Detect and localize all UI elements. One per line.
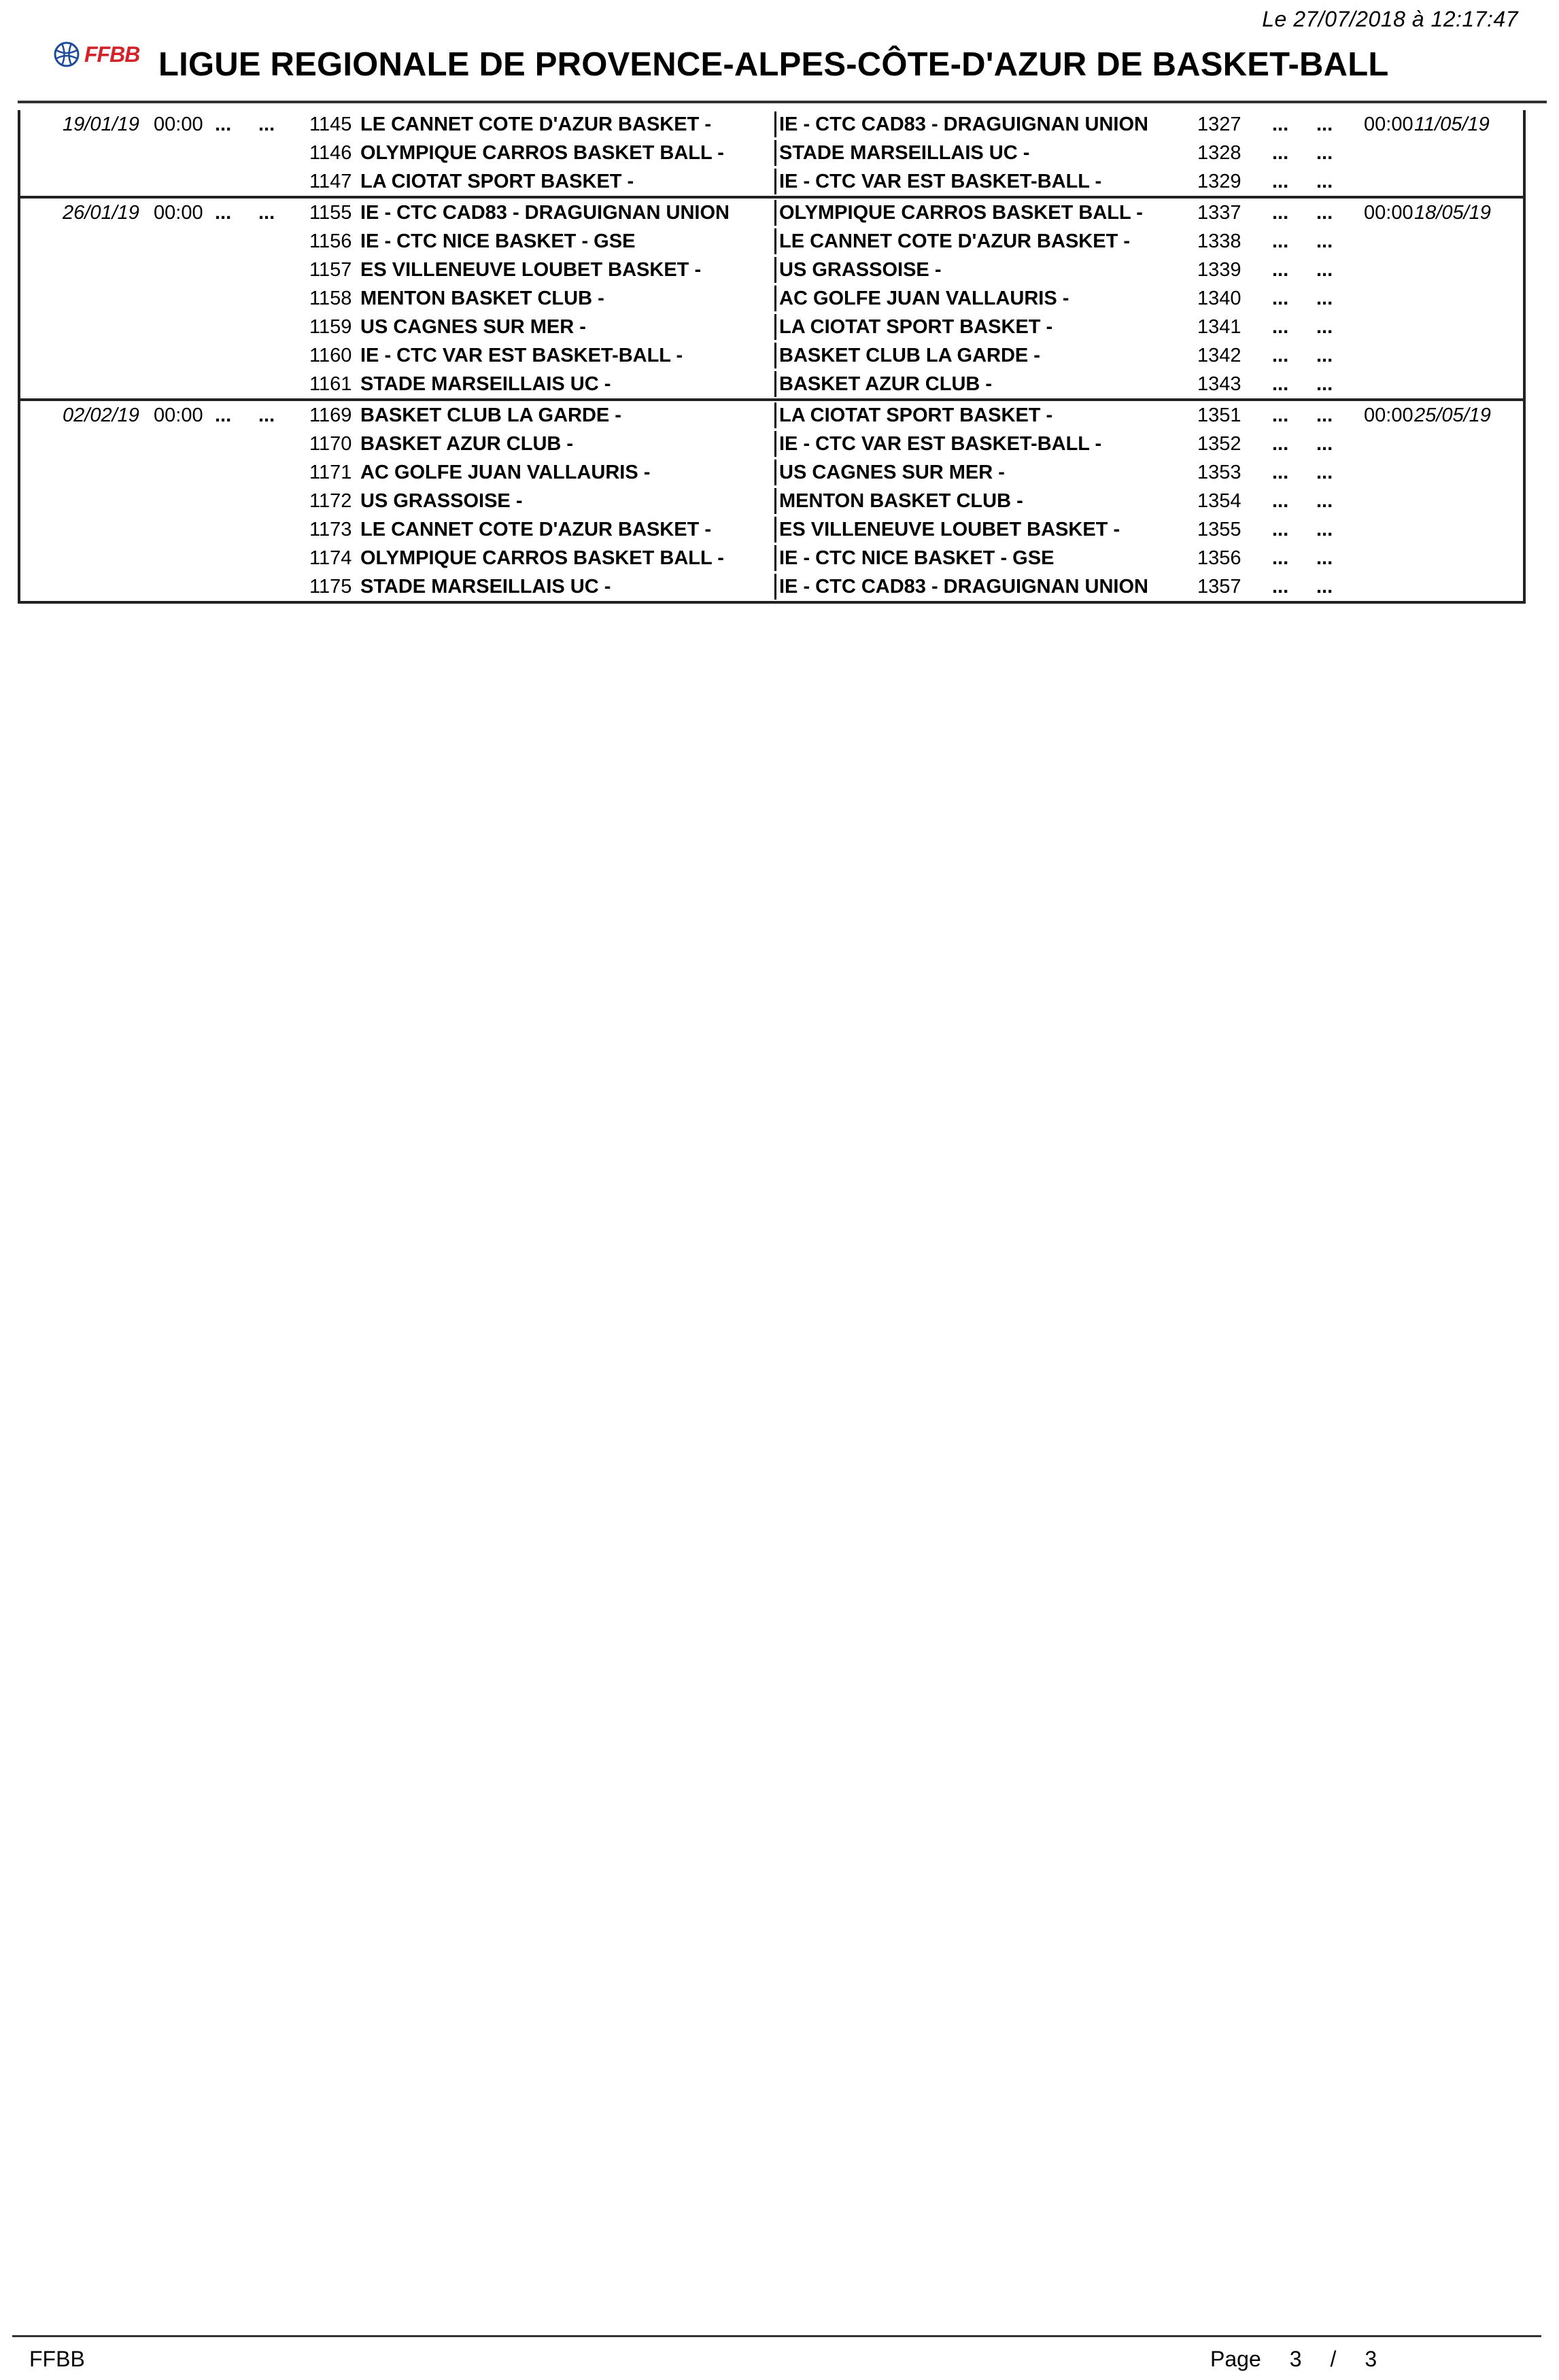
column-separator [774,169,776,194]
game-row [20,572,1523,601]
round-time: 00:00 [154,114,203,135]
game-row [20,458,1523,487]
placeholder-dots: ... [258,404,275,426]
placeholder-dots: ... [258,114,275,135]
away-team: BASKET AZUR CLUB - [779,373,993,395]
return-match-number: 1343 [1197,373,1241,395]
return-match-number: 1328 [1197,142,1241,164]
return-match-number: 1342 [1197,345,1241,366]
game-row [20,139,1523,167]
placeholder-dots: ... [1316,462,1333,483]
away-team: ES VILLENEUVE LOUBET BASKET - [779,519,1120,540]
game-row [20,167,1523,196]
return-time: 00:00 [1364,202,1414,224]
column-separator [774,286,776,311]
placeholder-dots: ... [1316,316,1333,338]
home-team: OLYMPIQUE CARROS BASKET BALL - [360,547,724,569]
placeholder-dots: ... [1272,490,1289,512]
game-row [20,487,1523,515]
placeholder-dots: ... [1316,519,1333,540]
away-team: IE - CTC CAD83 - DRAGUIGNAN UNION [779,114,1148,135]
away-team: IE - CTC VAR EST BASKET-BALL - [779,433,1102,455]
game-row [20,341,1523,370]
placeholder-dots: ... [1272,259,1289,281]
placeholder-dots: ... [1272,345,1289,366]
match-number: 1172 [309,490,352,512]
footer-organization: FFBB [29,2347,85,2371]
game-row [20,313,1523,341]
game-row [20,284,1523,313]
match-number: 1155 [309,202,352,224]
placeholder-dots: ... [215,404,232,426]
match-number: 1170 [309,433,352,455]
match-number: 1161 [309,373,352,395]
game-row [20,256,1523,284]
column-separator [774,111,776,137]
placeholder-dots: ... [1316,114,1333,135]
placeholder-dots: ... [1272,202,1289,224]
match-number: 1175 [309,576,352,598]
return-time: 00:00 [1364,114,1414,135]
away-team: US GRASSOISE - [779,259,942,281]
placeholder-dots: ... [1272,171,1289,192]
placeholder-dots: ... [1272,404,1289,426]
return-match-number: 1340 [1197,288,1241,309]
return-date: 11/05/19 [1414,114,1490,135]
return-date: 18/05/19 [1414,202,1491,224]
home-team: OLYMPIQUE CARROS BASKET BALL - [360,142,724,164]
match-number: 1159 [309,316,352,338]
game-row [20,370,1523,398]
away-team: AC GOLFE JUAN VALLAURIS - [779,288,1069,309]
placeholder-dots: ... [1272,288,1289,309]
home-team: IE - CTC NICE BASKET - GSE [360,230,636,252]
match-number: 1171 [309,462,352,483]
match-number: 1147 [309,171,352,192]
match-number: 1158 [309,288,352,309]
home-team: US CAGNES SUR MER - [360,316,586,338]
page-current: 3 [1289,2347,1302,2371]
page-separator: / [1330,2347,1337,2371]
home-team: IE - CTC CAD83 - DRAGUIGNAN UNION [360,202,730,224]
page-total: 3 [1365,2347,1377,2371]
placeholder-dots: ... [1316,373,1333,395]
match-number: 1169 [309,404,352,426]
column-separator [774,314,776,340]
home-team: STADE MARSEILLAIS UC - [360,576,611,598]
return-match-number: 1355 [1197,519,1241,540]
home-team: BASKET CLUB LA GARDE - [360,404,621,426]
placeholder-dots: ... [215,114,232,135]
home-team: MENTON BASKET CLUB - [360,288,604,309]
placeholder-dots: ... [1272,519,1289,540]
column-separator [774,200,776,226]
logo-text: FFBB [84,41,140,67]
placeholder-dots: ... [1272,433,1289,455]
placeholder-dots: ... [1272,547,1289,569]
match-number: 1173 [309,519,352,540]
column-separator [774,460,776,485]
match-number: 1174 [309,547,352,569]
basketball-icon [53,41,80,68]
column-separator [774,545,776,571]
placeholder-dots: ... [1272,114,1289,135]
placeholder-dots: ... [1316,230,1333,252]
return-match-number: 1327 [1197,114,1241,135]
home-team: LE CANNET COTE D'AZUR BASKET - [360,114,711,135]
home-team: LE CANNET COTE D'AZUR BASKET - [360,519,711,540]
home-team: LA CIOTAT SPORT BASKET - [360,171,634,192]
header-divider [18,101,1547,103]
placeholder-dots: ... [1272,373,1289,395]
placeholder-dots: ... [1316,433,1333,455]
placeholder-dots: ... [1272,576,1289,598]
column-separator [774,228,776,254]
home-team: STADE MARSEILLAIS UC - [360,373,611,395]
away-team: LA CIOTAT SPORT BASKET - [779,404,1053,426]
return-match-number: 1341 [1197,316,1241,338]
column-separator [774,371,776,397]
placeholder-dots: ... [1316,202,1333,224]
placeholder-dots: ... [1316,142,1333,164]
placeholder-dots: ... [1316,490,1333,512]
game-row [20,227,1523,256]
game-row [20,544,1523,572]
placeholder-dots: ... [1272,230,1289,252]
column-separator [774,402,776,428]
placeholder-dots: ... [258,202,275,224]
match-number: 1156 [309,230,352,252]
placeholder-dots: ... [1272,462,1289,483]
away-team: OLYMPIQUE CARROS BASKET BALL - [779,202,1143,224]
return-match-number: 1356 [1197,547,1241,569]
placeholder-dots: ... [1272,142,1289,164]
return-match-number: 1357 [1197,576,1241,598]
away-team: LE CANNET COTE D'AZUR BASKET - [779,230,1130,252]
return-match-number: 1338 [1197,230,1241,252]
home-team: BASKET AZUR CLUB - [360,433,574,455]
away-team: IE - CTC NICE BASKET - GSE [779,547,1055,569]
placeholder-dots: ... [1316,171,1333,192]
placeholder-dots: ... [1316,547,1333,569]
round-block [18,401,1526,604]
return-match-number: 1351 [1197,404,1241,426]
generated-timestamp: Le 27/07/2018 à 12:17:47 [1262,7,1518,31]
away-team: IE - CTC CAD83 - DRAGUIGNAN UNION [779,576,1148,598]
column-separator [774,488,776,514]
placeholder-dots: ... [215,202,232,224]
placeholder-dots: ... [1316,345,1333,366]
column-separator [774,343,776,368]
column-separator [774,517,776,542]
return-match-number: 1352 [1197,433,1241,455]
return-match-number: 1354 [1197,490,1241,512]
round-date: 02/02/19 [63,404,139,426]
match-schedule [18,110,1522,604]
page-title: LIGUE REGIONALE DE PROVENCE-ALPES-CÔTE-D'AZUR DE BASKET-BALL [158,46,1389,83]
away-team: BASKET CLUB LA GARDE - [779,345,1040,366]
column-separator [774,140,776,166]
match-number: 1146 [309,142,352,164]
match-number: 1160 [309,345,352,366]
column-separator [774,257,776,283]
return-match-number: 1353 [1197,462,1241,483]
placeholder-dots: ... [1316,288,1333,309]
game-row [20,199,1523,227]
return-time: 00:00 [1364,404,1414,426]
round-date: 19/01/19 [63,114,139,135]
home-team: IE - CTC VAR EST BASKET-BALL - [360,345,683,366]
round-time: 00:00 [154,404,203,426]
match-number: 1157 [309,259,352,281]
placeholder-dots: ... [1316,576,1333,598]
round-block [18,199,1526,401]
page-indicator [1210,2347,1377,2372]
return-match-number: 1329 [1197,171,1241,192]
away-team: IE - CTC VAR EST BASKET-BALL - [779,171,1102,192]
away-team: STADE MARSEILLAIS UC - [779,142,1030,164]
ffbb-logo [53,41,139,68]
column-separator [774,431,776,457]
away-team: US CAGNES SUR MER - [779,462,1005,483]
game-row [20,430,1523,458]
return-date: 25/05/19 [1414,404,1491,426]
home-team: AC GOLFE JUAN VALLAURIS - [360,462,651,483]
column-separator [774,574,776,600]
game-row [20,515,1523,544]
footer-divider [12,2335,1541,2337]
round-block [18,110,1526,199]
home-team: ES VILLENEUVE LOUBET BASKET - [360,259,702,281]
round-time: 00:00 [154,202,203,224]
return-match-number: 1339 [1197,259,1241,281]
page-label: Page [1210,2347,1261,2371]
match-number: 1145 [309,114,352,135]
game-row [20,110,1523,139]
away-team: MENTON BASKET CLUB - [779,490,1023,512]
away-team: LA CIOTAT SPORT BASKET - [779,316,1053,338]
placeholder-dots: ... [1316,404,1333,426]
game-row [20,401,1523,430]
placeholder-dots: ... [1316,259,1333,281]
placeholder-dots: ... [1272,316,1289,338]
home-team: US GRASSOISE - [360,490,523,512]
return-match-number: 1337 [1197,202,1241,224]
round-date: 26/01/19 [63,202,139,224]
